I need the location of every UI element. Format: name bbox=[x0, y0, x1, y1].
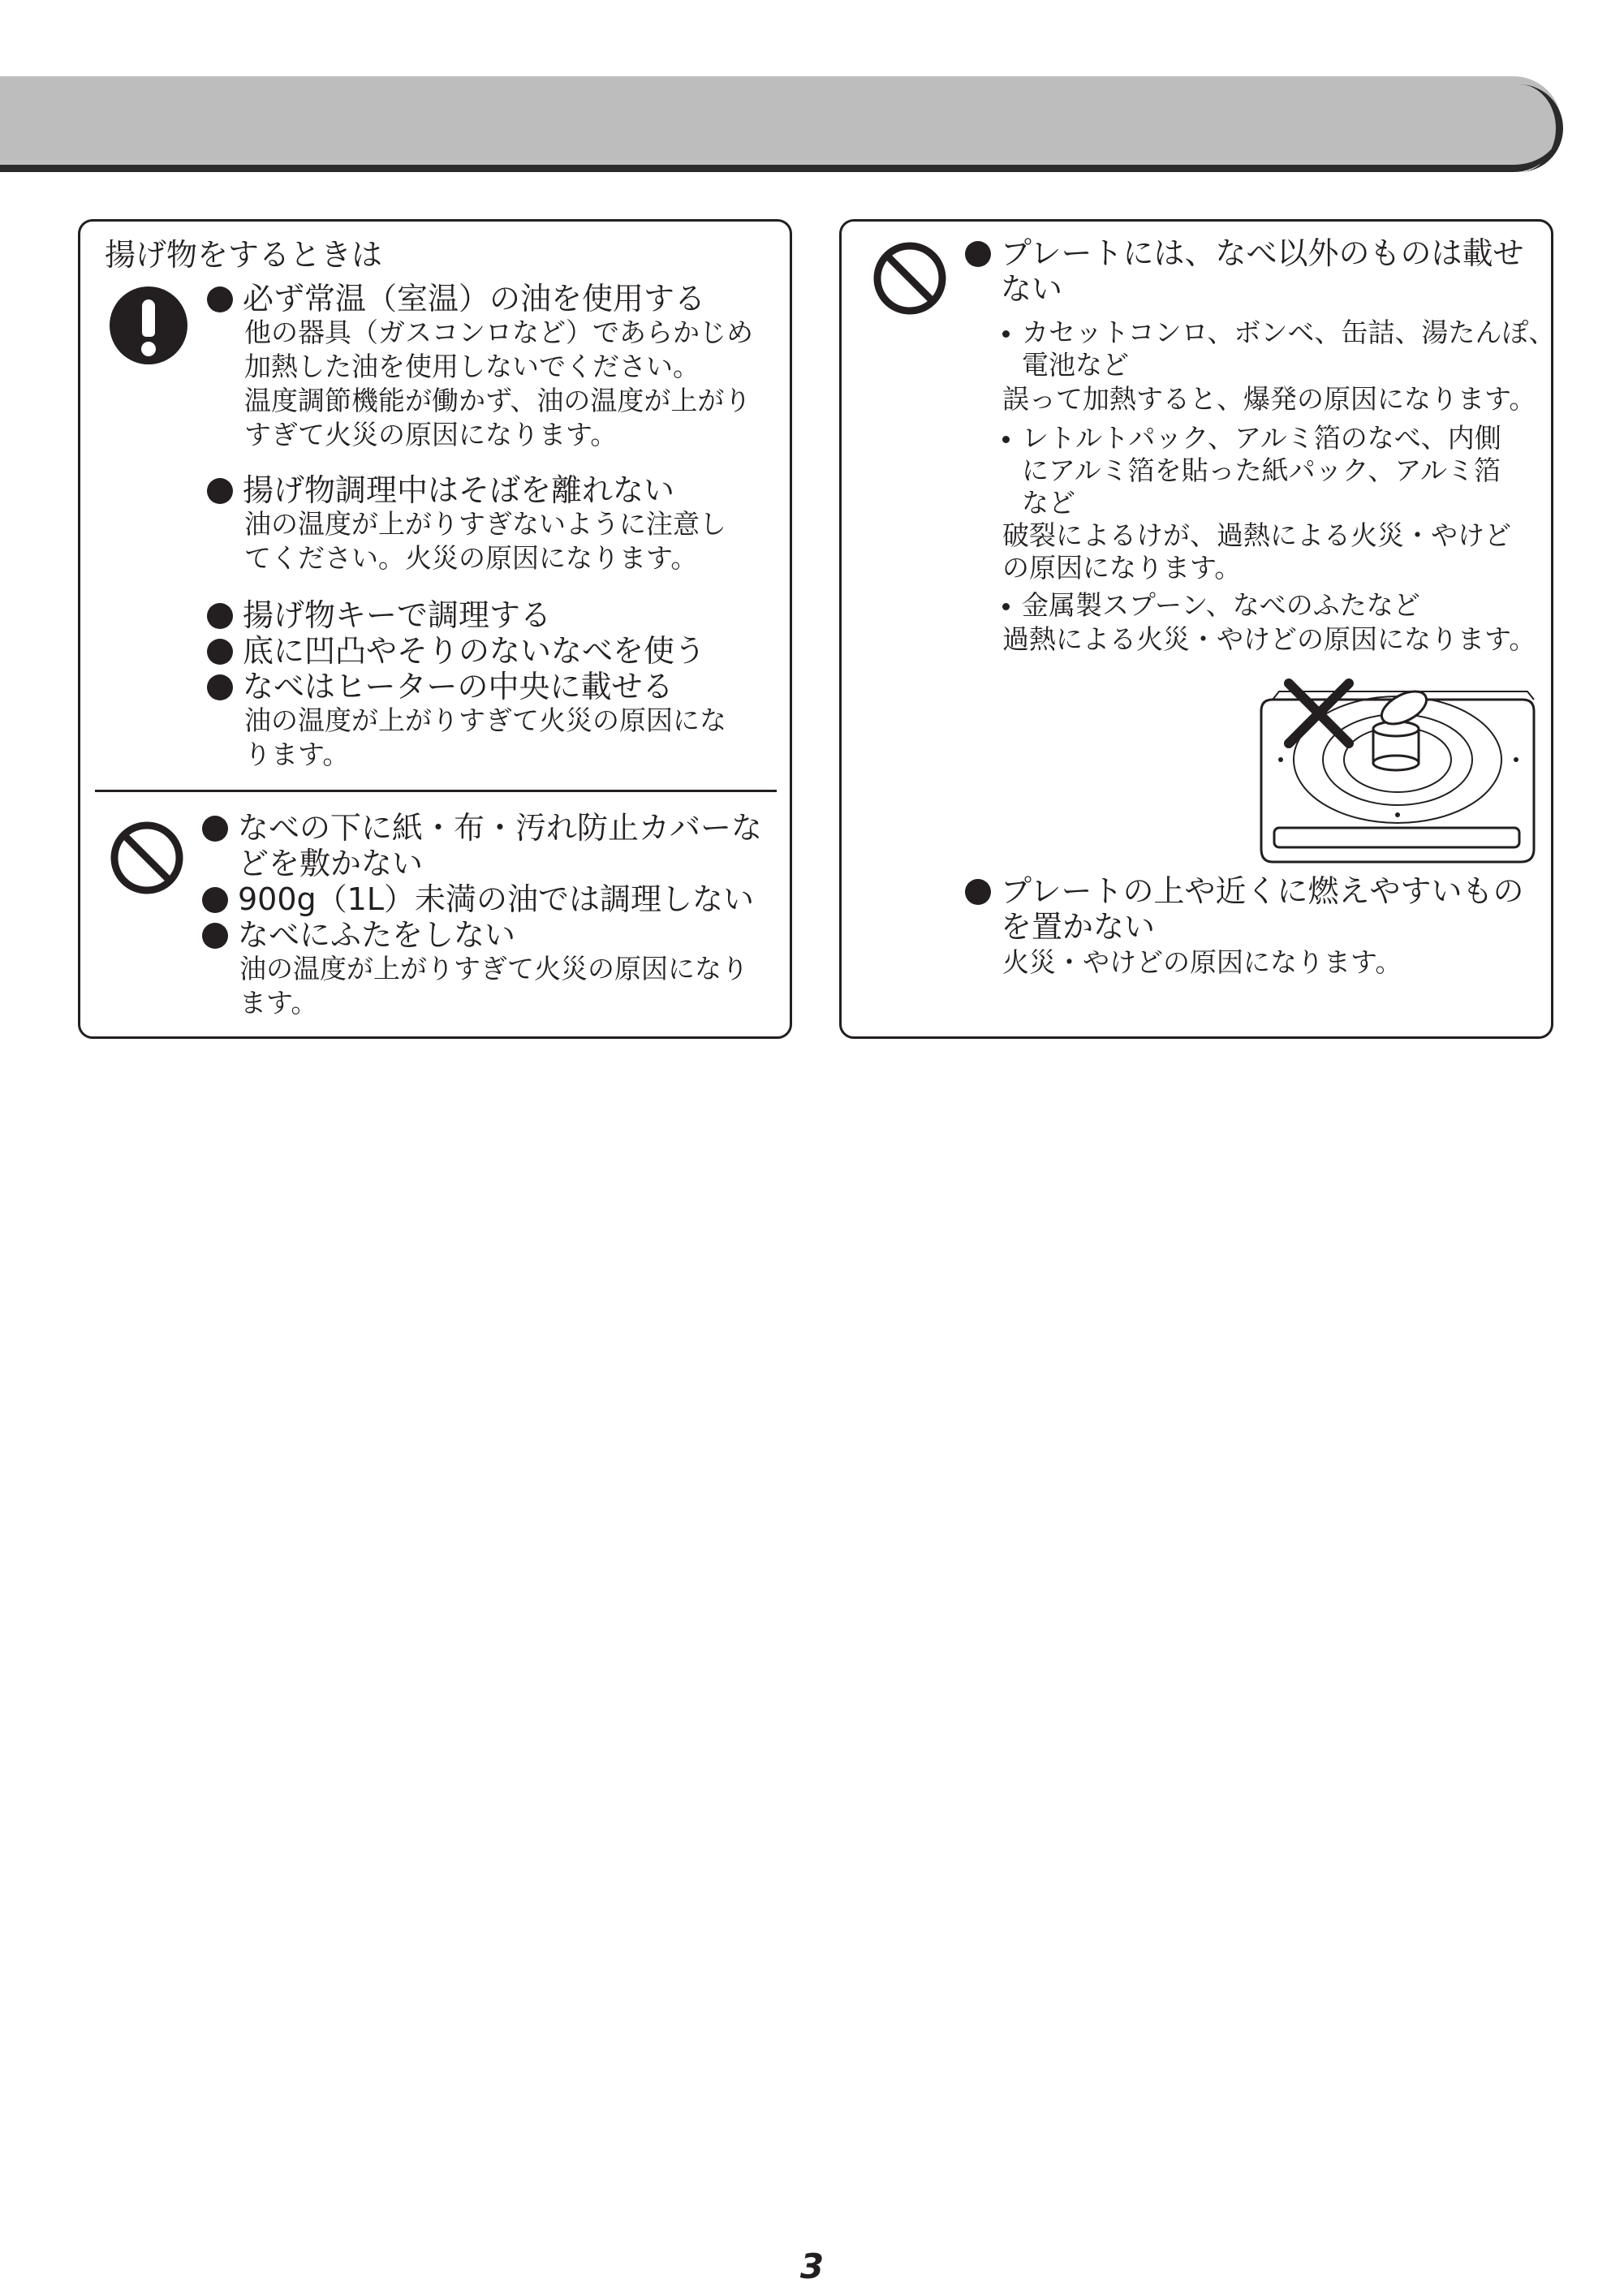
section-divider bbox=[95, 790, 777, 792]
warning-note-line: 温度調節機能が働かず、油の温度が上がり bbox=[244, 385, 752, 416]
warning-heading: 揚げ物キーで調理する bbox=[243, 597, 552, 633]
panel-title: 揚げ物をするときは bbox=[105, 237, 383, 273]
bullet-icon bbox=[965, 879, 991, 905]
sub-bullet-icon bbox=[1002, 603, 1010, 610]
bullet-icon bbox=[207, 603, 233, 629]
header-band bbox=[0, 76, 1562, 172]
warning-heading: 底に凹凸やそりのないなべを使う bbox=[243, 633, 706, 669]
warning-note-line: 加熱した油を使用しないでください。 bbox=[244, 351, 700, 382]
prohibit-note-line: 油の温度が上がりすぎて火災の原因になり bbox=[239, 953, 748, 984]
prohibition-icon bbox=[108, 819, 186, 897]
item-note-line: の原因になります。 bbox=[1002, 552, 1242, 584]
page-number: 3 bbox=[799, 2246, 825, 2286]
exclamation-icon bbox=[110, 286, 187, 364]
item-label-line: など bbox=[1022, 487, 1075, 519]
item-note: 過熱による火災・やけどの原因になります。 bbox=[1002, 623, 1536, 655]
prohibit-heading: 900g（1L）未満の油では調理しない bbox=[238, 881, 755, 917]
warning-heading: 揚げ物調理中はそばを離れない bbox=[243, 472, 675, 508]
warning-note-line: 油の温度が上がりすぎないように注意し bbox=[244, 508, 726, 540]
flammable-heading-line: プレートの上や近くに燃えやすいもの bbox=[1001, 873, 1524, 909]
bullet-icon bbox=[202, 816, 228, 842]
warning-note-line: すぎて火災の原因になります。 bbox=[244, 419, 618, 450]
item-label-line: カセットコンロ、ボンベ、缶詰、湯たんぽ、 bbox=[1022, 317, 1556, 348]
bullet-icon bbox=[202, 923, 228, 949]
flammable-note: 火災・やけどの原因になります。 bbox=[1002, 946, 1402, 978]
bullet-icon bbox=[207, 674, 233, 700]
item-label-line: 電池など bbox=[1022, 349, 1129, 381]
bullet-icon bbox=[207, 639, 233, 665]
prohibit-heading-line: なべの下に紙・布・汚れ防止カバーな bbox=[238, 810, 763, 846]
sub-bullet-icon bbox=[1002, 330, 1010, 338]
plate-prohibition-panel bbox=[839, 219, 1556, 1039]
warning-note-line: てください。火災の原因になります。 bbox=[244, 542, 698, 574]
warning-note-line: 油の温度が上がりすぎて火災の原因にな bbox=[244, 704, 726, 736]
prohibit-heading: なべにふたをしない bbox=[238, 917, 516, 953]
item-label-line: 金属製スプーン、なべのふたなど bbox=[1022, 589, 1420, 621]
plate-heading-line: ない bbox=[1001, 271, 1063, 307]
warning-note-line: ります。 bbox=[244, 739, 350, 770]
stove-with-can-crossed-out-illustration bbox=[1255, 678, 1539, 868]
bullet-icon bbox=[207, 286, 233, 312]
sub-bullet-icon bbox=[1002, 436, 1010, 443]
prohibit-note-line: ます。 bbox=[239, 987, 318, 1019]
prohibition-icon bbox=[871, 239, 949, 317]
item-label-line: にアルミ箔を貼った紙パック、アルミ箔 bbox=[1022, 454, 1501, 486]
fry-cooking-panel bbox=[78, 219, 792, 1039]
item-note-line: 破裂によるけが、過熱による火災・やけど bbox=[1002, 519, 1511, 551]
warning-note-line: 他の器具（ガスコンロなど）であらかじめ bbox=[244, 317, 753, 348]
warning-heading: 必ず常温（室温）の油を使用する bbox=[243, 281, 706, 317]
bullet-icon bbox=[207, 478, 233, 504]
warning-heading: なべはヒーターの中央に載せる bbox=[243, 669, 674, 704]
bullet-icon bbox=[202, 887, 228, 913]
plate-heading-line: プレートには、なべ以外のものは載せ bbox=[1001, 235, 1524, 271]
prohibit-heading-line: どを敷かない bbox=[238, 846, 424, 881]
item-label-line: レトルトパック、アルミ箔のなべ、内側 bbox=[1022, 422, 1501, 454]
bullet-icon bbox=[965, 241, 991, 267]
flammable-heading-line: を置かない bbox=[1001, 909, 1156, 945]
item-note: 誤って加熱すると、爆発の原因になります。 bbox=[1002, 383, 1536, 415]
